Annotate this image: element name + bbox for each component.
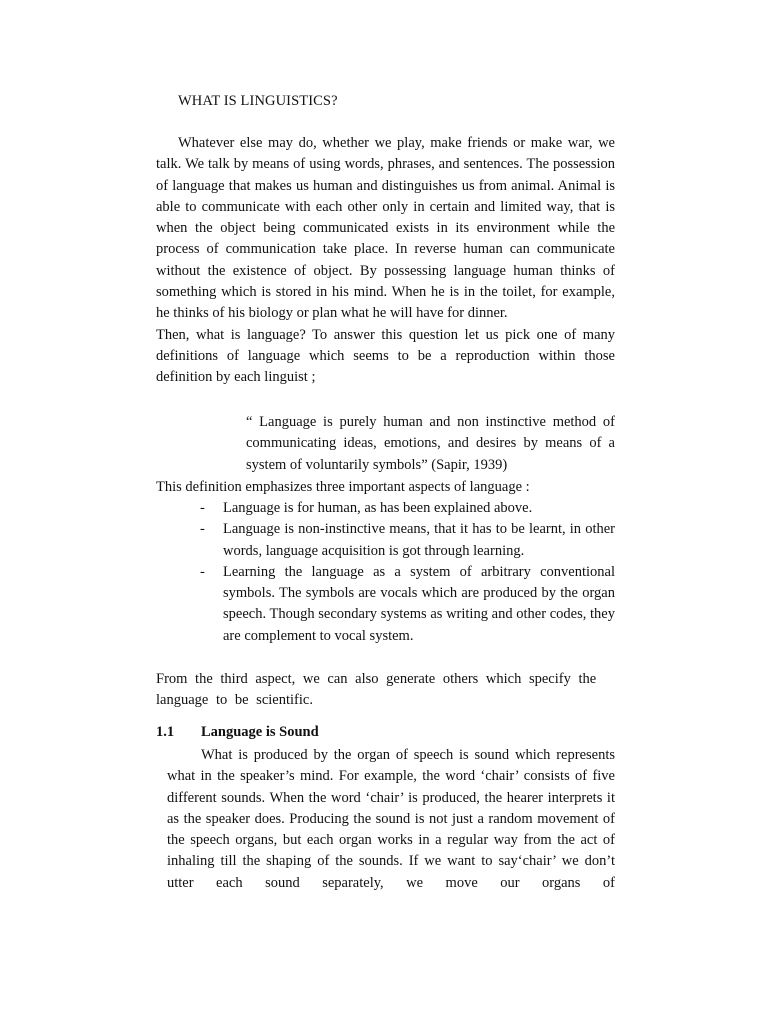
- list-item: [156, 562, 615, 647]
- list-item-text: Language is non-instinctive means, that it has to be learnt, in other words, language acquisition is got through learning.: [223, 521, 615, 559]
- section-number: 1.1: [156, 724, 175, 740]
- paragraph-2-text: Then, what is language? To answer this question let us pick one of many definitions of language which seems to be a reproduction within those definition by each linguist ;: [156, 326, 615, 386]
- section-heading: [156, 724, 319, 741]
- section-text: What is produced by the organ of speech is sound which represents what in the speaker’s mind. For example, the word ‘chair’ consists of five different sounds. When the word ‘chair’ is produced, the hearer interprets it as the speaker does. Producing the sound is not just a random movement of the speech organs, but each organ works in a regular way from the act of inhaling till the shaping of the sounds. If we want to say‘chair’ we don’t utter each sound separately, we move our organs of: [167, 747, 615, 891]
- list-item-text: Language is for human, as has been explained above.: [223, 500, 533, 516]
- aspects-list: [156, 498, 615, 647]
- paragraph-intro: [156, 133, 615, 389]
- bullet-dash: -: [200, 563, 205, 580]
- list-item-text: Learning the language as a system of arbitrary conventional symbols. The symbols are vocals which are produced by the organ speech. Though secondary systems as writing and other codes, they are complement to vocal system.: [223, 563, 615, 644]
- list-item: [156, 498, 615, 519]
- bullet-dash: -: [200, 500, 205, 516]
- list-item: [156, 519, 615, 562]
- sapir-quote: “ Language is purely human and non instinctive method of communicating ideas, emotions, and desires by means of a system of voluntarily symbols” (Sapir, 1939): [246, 414, 615, 473]
- bullet-dash: -: [200, 521, 205, 538]
- section-paragraph: [167, 745, 615, 894]
- section-title: Language is Sound: [201, 724, 319, 740]
- paragraph-1-text: Whatever else may do, whether we play, make friends or make war, we talk. We talk by means of using words, phrases, and sentences. The possession of language that makes us human and distinguishes us from animal. Animal is able to communicate with each other only in certain and limited way, that is when the object being communicated exists in its environment while the process of communication take place. In reverse human can communicate without the existence of object. By possessing language human thinks of something which is stored in his mind. When he is in the toilet, for example, he thinks of his biology or plan what he will have for dinner.: [156, 135, 615, 322]
- document-title: WHAT IS LINGUISTICS?: [178, 93, 338, 109]
- aspects-intro: This definition emphasizes three important aspects of language :: [156, 479, 530, 495]
- paragraph-3: From the third aspect, we can also generate others which specify the language to be scientific.: [156, 671, 597, 709]
